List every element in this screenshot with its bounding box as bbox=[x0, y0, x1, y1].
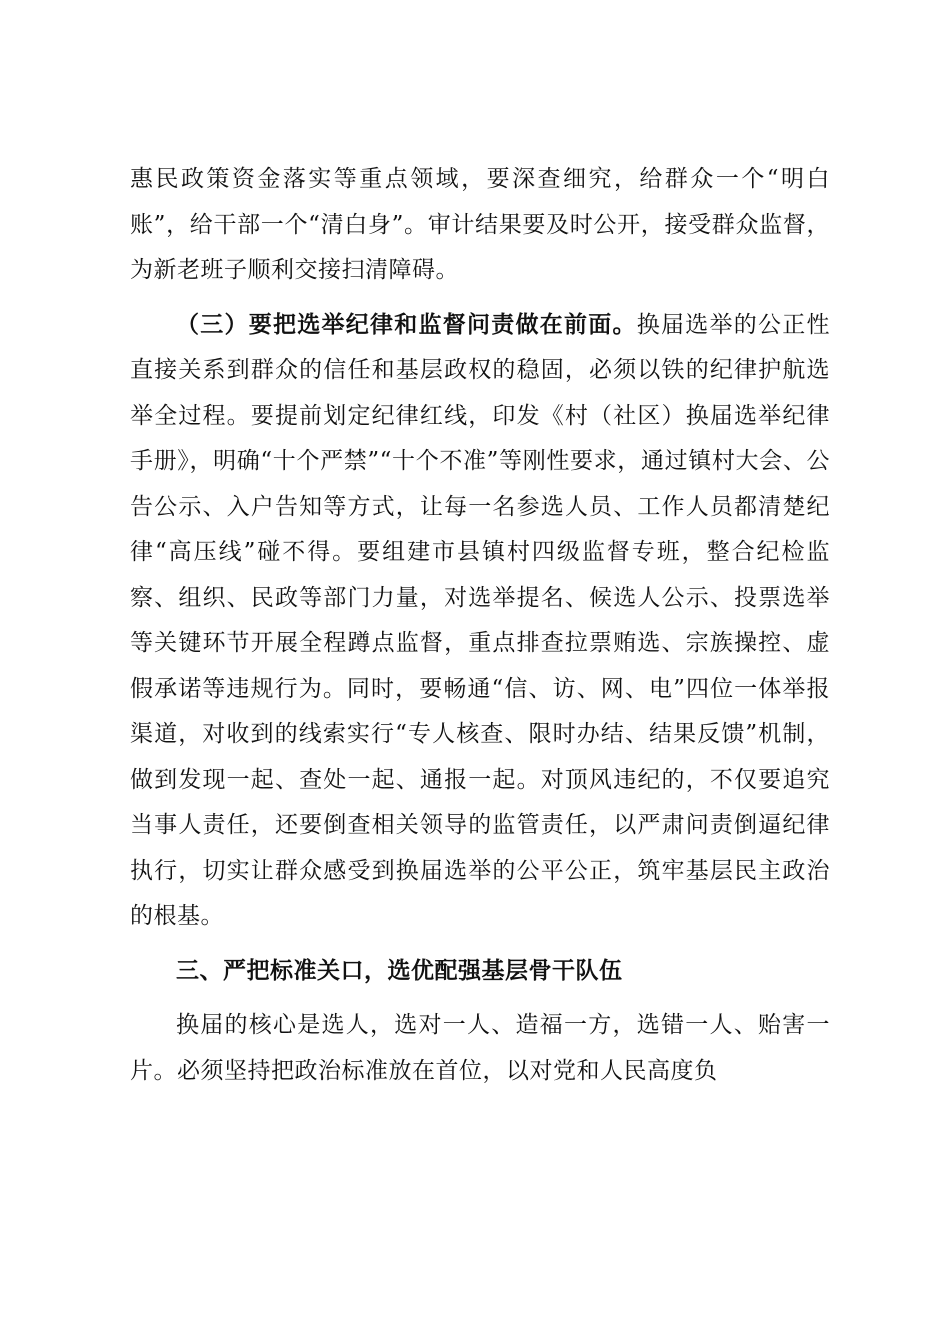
paragraph-3 bbox=[130, 1003, 830, 1094]
paragraph-3-text: 换届的核心是选人，选对一人、造福一方，选错一人、贻害一片。必须坚持把政治标准放在首位，以对党和人民高度负 bbox=[130, 1012, 830, 1084]
paragraph-2-body: 换届选举的公正性直接关系到群众的信任和基层政权的稳固，必须以铁的纪律护航选举全过程。要提前划定纪律红线，印发《村（社区）换届选举纪律手册》，明确“十个严禁”“十个不准”等刚性要求，通过镇村大会、公告公示、入户告知等方式，让每一名参选人员、工作人员都清楚纪律“高压线”碰不得。要组建市县镇村四级监督专班，整合纪检监察、组织、民政等部门力量，对选举提名、候选人公示、投票选举等关键环节开展全程蹲点监督，重点排查拉票贿选、宗族操控、虚假承诺等违规行为。同时，要畅通“信、访、网、电”四位一体举报渠道，对收到的线索实行“专人核查、限时办结、结果反馈”机制，做到发现一起、查处一起、通报一起。对顶风违纪的，不仅要追究当事人责任，还要倒查相关领导的监管责任，以严肃问责倒逼纪律执行，切实让群众感受到换届选举的公平公正，筑牢基层民主政治的根基。 bbox=[130, 311, 830, 929]
paragraph-1-text: 惠民政策资金落实等重点领域，要深查细究，给群众一个“明白账”，给干部一个“清白身”。审计结果要及时公开，接受群众监督，为新老班子顺利交接扫清障碍。 bbox=[130, 166, 830, 283]
document-body bbox=[130, 157, 830, 1103]
paragraph-2-lead: （三）要把选举纪律和监督问责做在前面。 bbox=[176, 311, 637, 338]
section-heading: 三、严把标准关口，选优配强基层骨干队伍 bbox=[176, 957, 623, 984]
paragraph-1 bbox=[130, 157, 830, 294]
paragraph-2 bbox=[130, 303, 830, 940]
